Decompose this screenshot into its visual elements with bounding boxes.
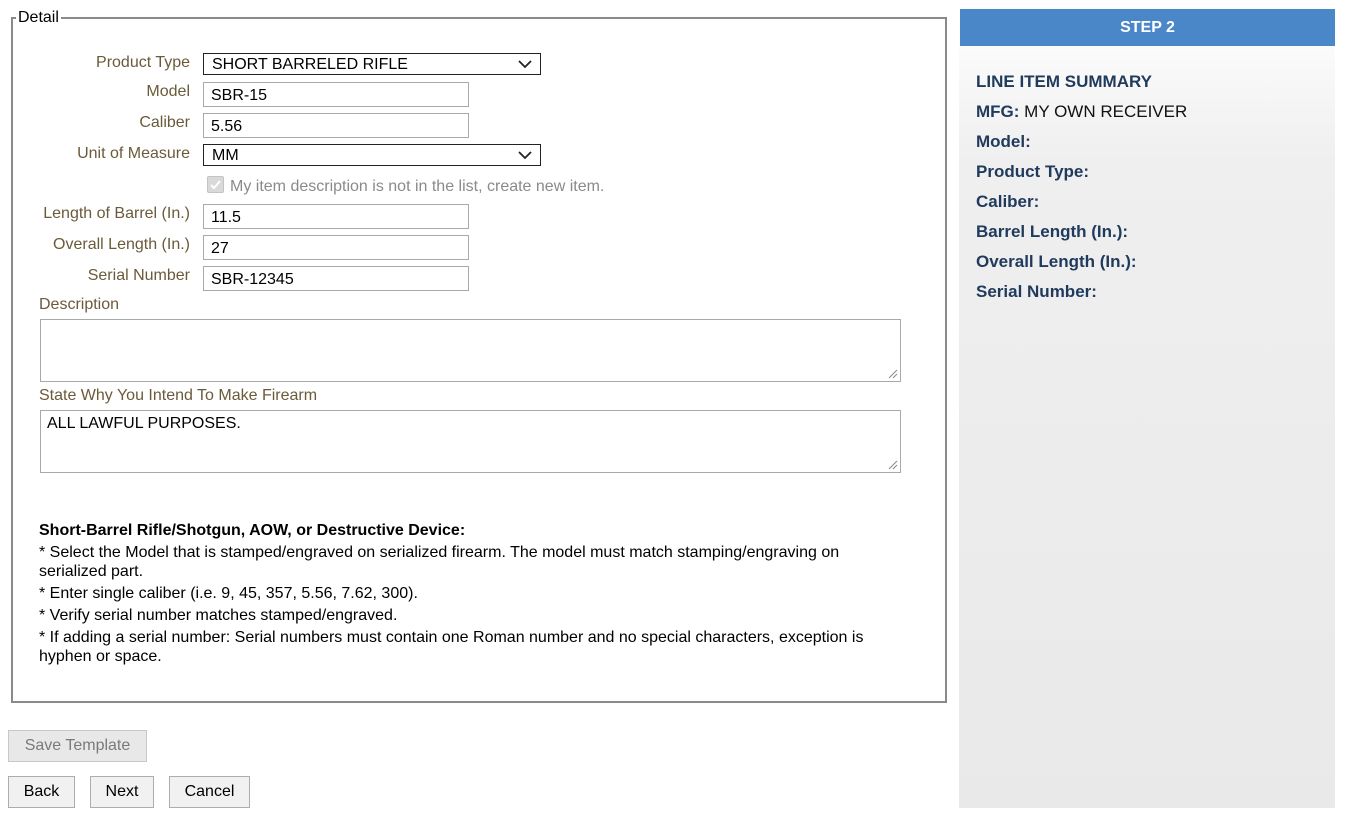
barrel-length-input[interactable]: 11.5 [203,204,469,229]
caliber-input[interactable]: 5.56 [203,113,469,138]
model-input[interactable]: SBR-15 [203,82,469,107]
chevron-down-icon [518,57,532,71]
unit-of-measure-select[interactable] [203,144,541,166]
intent-textarea[interactable] [40,410,901,473]
serial-number-input[interactable]: SBR-12345 [203,266,469,291]
summary-serial-number-label: Serial Number: [976,282,1097,301]
product-type-select[interactable] [203,53,541,75]
unit-of-measure-label: Unit of Measure [77,145,190,162]
overall-length-label: Overall Length (In.) [53,236,190,253]
summary-mfg-label: MFG: [976,102,1020,121]
instructions-notes [39,522,909,669]
overall-length-input[interactable]: 27 [203,235,469,260]
summary-mfg [976,102,1187,122]
barrel-length-label: Length of Barrel (In.) [43,205,190,222]
next-button[interactable]: Next [90,776,154,808]
summary-mfg-value: MY OWN RECEIVER [1024,102,1188,121]
product-type-label: Product Type [96,54,190,71]
intent-value: ALL LAWFUL PURPOSES. [47,415,241,432]
back-button[interactable]: Back [8,776,75,808]
new-item-label: My item description is not in the list, create new item. [230,178,605,195]
summary-caliber-label: Caliber: [976,192,1040,211]
product-type-value: SHORT BARRELED RIFLE [212,56,408,73]
unit-of-measure-value: MM [212,147,239,164]
summary-model-label: Model: [976,132,1031,151]
notes-line: * Select the Model that is stamped/engraved on serialized firearm. The model must match stamping/engraving on serialized part. [39,544,840,580]
step-header: STEP 2 [960,9,1335,46]
chevron-down-icon [518,148,532,162]
notes-line: * Enter single caliber (i.e. 9, 45, 357, 5.56, 7.62, 300). [39,585,418,602]
checkmark-icon [209,178,222,191]
notes-heading: Short-Barrel Rifle/Shotgun, AOW, or Destructive Device: [39,522,466,539]
resize-grip-icon[interactable] [886,458,898,470]
save-template-button[interactable]: Save Template [8,730,147,762]
description-label: Description [39,296,120,313]
serial-number-label: Serial Number [87,267,190,284]
caliber-label: Caliber [139,114,190,131]
resize-grip-icon[interactable] [886,367,898,379]
new-item-checkbox[interactable] [207,176,224,193]
cancel-button[interactable]: Cancel [169,776,250,808]
detail-legend: Detail [18,9,59,26]
notes-line: * Verify serial number matches stamped/engraved. [39,607,398,624]
notes-line: * If adding a serial number: Serial numbers must contain one Roman number and no special characters, exception is hyphen or space. [39,629,864,665]
summary-heading: LINE ITEM SUMMARY [976,72,1152,91]
summary-overall-length-label: Overall Length (In.): [976,252,1137,271]
intent-label: State Why You Intend To Make Firearm [39,387,318,404]
summary-product-type-label: Product Type: [976,162,1090,181]
description-textarea[interactable] [40,319,901,382]
summary-barrel-length-label: Barrel Length (In.): [976,222,1129,241]
model-label: Model [146,83,190,100]
new-item-row [207,176,604,196]
summary-panel [959,9,1335,808]
